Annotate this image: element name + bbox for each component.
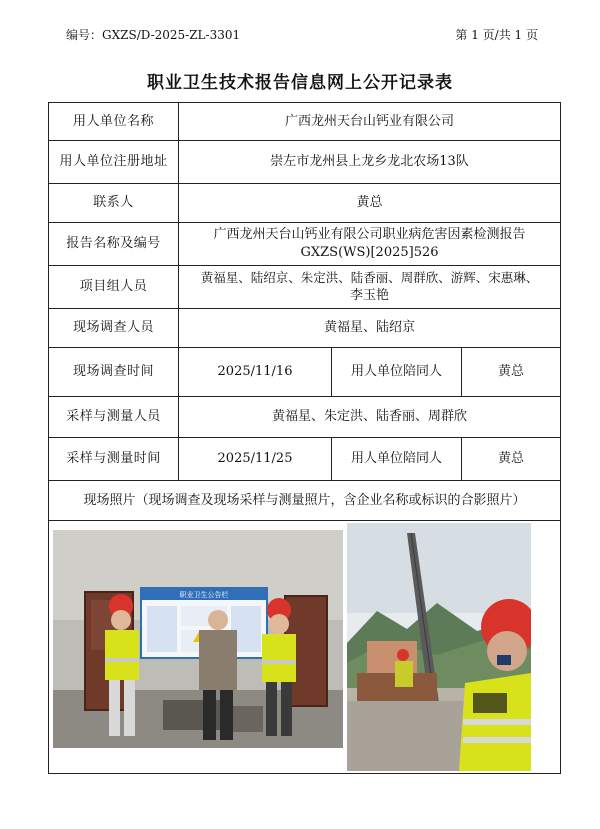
value-sampling-accompany: 黄总 — [462, 438, 561, 481]
label-survey-time: 现场调查时间 — [49, 348, 179, 397]
value-team — [179, 266, 561, 309]
value-sampling-staff: 黄福星、朱定洪、陆香丽、周群欣 — [179, 397, 561, 438]
page-title: 职业卫生技术报告信息网上公开记录表 — [147, 73, 453, 93]
label-contact: 联系人 — [49, 184, 179, 223]
row-photos — [49, 521, 561, 774]
photos-cell — [49, 521, 561, 774]
label-sampling-staff: 采样与测量人员 — [49, 397, 179, 438]
label-employer-address: 用人单位注册地址 — [49, 141, 179, 184]
report-name: 广西龙州天台山钙业有限公司职业病危害因素检测报告 — [213, 227, 526, 242]
value-survey-time: 2025/11/16 — [179, 348, 332, 397]
row-sampling-time — [49, 438, 561, 481]
row-survey-time — [49, 348, 561, 397]
row-employer-name — [49, 103, 561, 141]
label-employer-name: 用人单位名称 — [49, 103, 179, 141]
value-employer-name: 广西龙州天台山钙业有限公司 — [179, 103, 561, 141]
sampling-site-photo — [347, 523, 531, 771]
team-line-1: 黄福星、陆绍京、朱定洪、陆香丽、周群欣、游辉、宋惠琳、 — [200, 270, 539, 285]
row-report — [49, 223, 561, 266]
page-info: 第 1 页/共 1 页 — [455, 28, 538, 42]
label-report: 报告名称及编号 — [49, 223, 179, 266]
row-sampling-staff — [49, 397, 561, 438]
photos-heading: 现场照片（现场调查及现场采样与测量照片，含企业名称或标识的合影照片） — [49, 481, 561, 521]
value-report — [179, 223, 561, 266]
row-photos-heading — [49, 481, 561, 521]
report-number: GXZS(WS)[2025]526 — [300, 245, 439, 260]
doc-number: 编号：GXZS/D-2025-ZL-3301 — [66, 28, 241, 42]
value-sampling-time: 2025/11/25 — [179, 438, 332, 481]
row-contact — [49, 184, 561, 223]
value-survey-accompany: 黄总 — [462, 348, 561, 397]
survey-group-photo — [53, 530, 343, 748]
photos-area — [51, 521, 558, 773]
value-contact: 黄总 — [179, 184, 561, 223]
document-header — [66, 26, 538, 43]
row-employer-address — [49, 141, 561, 184]
team-line-2: 李玉艳 — [350, 288, 390, 303]
label-survey-accompany: 用人单位陪同人 — [332, 348, 462, 397]
label-sampling-accompany: 用人单位陪同人 — [332, 438, 462, 481]
label-sampling-time: 采样与测量时间 — [49, 438, 179, 481]
record-table — [48, 102, 561, 774]
notice-board-title: 职业卫生公告栏 — [179, 591, 229, 599]
value-survey-staff: 黄福星、陆绍京 — [179, 309, 561, 348]
row-survey-staff — [49, 309, 561, 348]
label-survey-staff: 现场调查人员 — [49, 309, 179, 348]
value-employer-address: 崇左市龙州县上龙乡龙北农场13队 — [179, 141, 561, 184]
label-team: 项目组人员 — [49, 266, 179, 309]
row-team — [49, 266, 561, 309]
